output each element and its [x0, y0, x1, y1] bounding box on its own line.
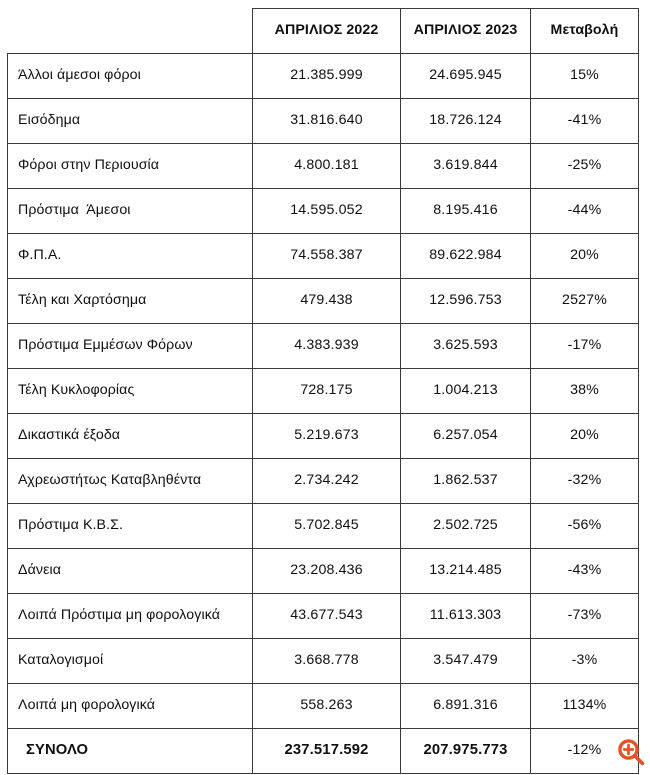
row-label: Φ.Π.Α.	[8, 234, 253, 279]
table-row	[8, 54, 639, 99]
row-value-2022: 21.385.999	[253, 54, 401, 99]
column-header-april-2023: ΑΠΡΙΛΙΟΣ 2023	[401, 9, 531, 54]
row-value-2022: 4.383.939	[253, 324, 401, 369]
table-row	[8, 324, 639, 369]
row-change: 1134%	[531, 684, 639, 729]
row-change: -41%	[531, 99, 639, 144]
row-change: 20%	[531, 414, 639, 459]
table-row	[8, 639, 639, 684]
revenue-table-container	[7, 8, 638, 774]
row-value-2022: 5.219.673	[253, 414, 401, 459]
row-value-2023: 8.195.416	[401, 189, 531, 234]
row-value-2022: 558.263	[253, 684, 401, 729]
row-value-2022: 74.558.387	[253, 234, 401, 279]
row-change: 2527%	[531, 279, 639, 324]
row-value-2023: 6.891.316	[401, 684, 531, 729]
row-label: Πρόστιμα Άμεσοι	[8, 189, 253, 234]
table-row	[8, 549, 639, 594]
row-change: 15%	[531, 54, 639, 99]
row-label: Καταλογισμοί	[8, 639, 253, 684]
row-value-2022: 23.208.436	[253, 549, 401, 594]
total-value-2022: 237.517.592	[253, 729, 401, 774]
row-label: Αχρεωστήτως Καταβληθέντα	[8, 459, 253, 504]
row-label: Άλλοι άμεσοι φόροι	[8, 54, 253, 99]
row-change: -56%	[531, 504, 639, 549]
row-change: -32%	[531, 459, 639, 504]
header-row	[8, 9, 639, 54]
table-row	[8, 234, 639, 279]
row-value-2023: 3.547.479	[401, 639, 531, 684]
row-change: 20%	[531, 234, 639, 279]
row-value-2023: 24.695.945	[401, 54, 531, 99]
row-value-2023: 13.214.485	[401, 549, 531, 594]
table-row	[8, 684, 639, 729]
row-value-2022: 14.595.052	[253, 189, 401, 234]
row-value-2022: 479.438	[253, 279, 401, 324]
row-change: -43%	[531, 549, 639, 594]
row-value-2022: 43.677.543	[253, 594, 401, 639]
table-row	[8, 594, 639, 639]
table-row	[8, 189, 639, 234]
total-value-2023: 207.975.773	[401, 729, 531, 774]
revenue-table	[7, 8, 639, 774]
table-header	[8, 9, 639, 54]
column-header-category	[8, 9, 253, 54]
row-value-2023: 89.622.984	[401, 234, 531, 279]
row-label: Τέλη Κυκλοφορίας	[8, 369, 253, 414]
row-value-2023: 3.619.844	[401, 144, 531, 189]
total-change: -12%	[531, 729, 639, 774]
table-row	[8, 99, 639, 144]
row-label: Φόροι στην Περιουσία	[8, 144, 253, 189]
row-value-2022: 5.702.845	[253, 504, 401, 549]
row-label: Εισόδημα	[8, 99, 253, 144]
row-value-2023: 18.726.124	[401, 99, 531, 144]
row-label: Λοιπά Πρόστιμα μη φορολογικά	[8, 594, 253, 639]
table-body	[8, 54, 639, 774]
row-value-2022: 2.734.242	[253, 459, 401, 504]
row-label: Λοιπά μη φορολογικά	[8, 684, 253, 729]
table-row	[8, 459, 639, 504]
row-change: -73%	[531, 594, 639, 639]
total-row	[8, 729, 639, 774]
row-label: Δάνεια	[8, 549, 253, 594]
row-label: Πρόστιμα Κ.Β.Σ.	[8, 504, 253, 549]
table-row	[8, 504, 639, 549]
row-value-2022: 3.668.778	[253, 639, 401, 684]
total-label: ΣΥΝΟΛΟ	[8, 729, 253, 774]
row-change: -25%	[531, 144, 639, 189]
row-change: 38%	[531, 369, 639, 414]
table-row	[8, 279, 639, 324]
row-change: -17%	[531, 324, 639, 369]
row-value-2022: 31.816.640	[253, 99, 401, 144]
row-value-2023: 3.625.593	[401, 324, 531, 369]
row-value-2023: 1.862.537	[401, 459, 531, 504]
table-row	[8, 144, 639, 189]
row-change: -44%	[531, 189, 639, 234]
row-value-2023: 6.257.054	[401, 414, 531, 459]
table-row	[8, 414, 639, 459]
row-value-2023: 2.502.725	[401, 504, 531, 549]
column-header-april-2022: ΑΠΡΙΛΙΟΣ 2022	[253, 9, 401, 54]
row-value-2023: 1.004.213	[401, 369, 531, 414]
row-value-2022: 728.175	[253, 369, 401, 414]
zoom-in-icon[interactable]	[616, 737, 646, 767]
column-header-change: Μεταβολή	[531, 9, 639, 54]
table-row	[8, 369, 639, 414]
row-value-2023: 11.613.303	[401, 594, 531, 639]
row-value-2022: 4.800.181	[253, 144, 401, 189]
row-label: Δικαστικά έξοδα	[8, 414, 253, 459]
row-value-2023: 12.596.753	[401, 279, 531, 324]
row-change: -3%	[531, 639, 639, 684]
row-label: Πρόστιμα Εμμέσων Φόρων	[8, 324, 253, 369]
row-label: Τέλη και Χαρτόσημα	[8, 279, 253, 324]
